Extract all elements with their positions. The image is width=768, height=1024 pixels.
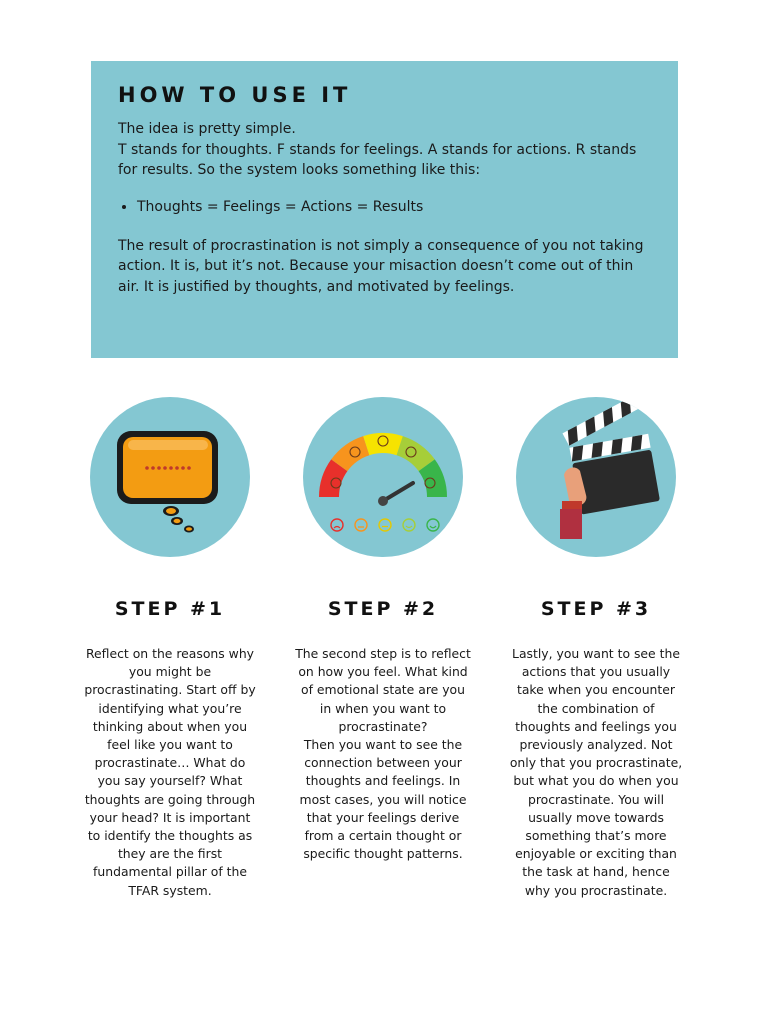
step-2-title: STEP #2: [327, 598, 439, 620]
step-1-title: STEP #1: [114, 598, 226, 620]
thought-bubble-icon: [90, 397, 250, 557]
step-3-title: STEP #3: [540, 598, 652, 620]
step-2-text: The second step is to reflect on how you feel. What kind of emotional state are you in when you want to procrastinate? Then you want to see the connection between your thoughts and feelings. In most cases, you will notice that your feelings derive from a certain thought or specific thought patterns.: [295, 646, 471, 862]
intro-title: HOW TO USE IT: [118, 83, 352, 107]
step-2-circle: [303, 397, 463, 557]
step-1-text: Reflect on the reasons why you might be procrastinating. Start off by identifying what you’re thinking about when you feel like you want to procrastinate… What do you say yourself? What thoughts are going through your head? It is important to identify the thoughts as they are the first fundamental pillar of the TFAR system.: [84, 646, 256, 898]
step-1-circle: [90, 397, 250, 557]
tfar-bullet: • Thoughts = Feelings = Actions = Results: [137, 197, 652, 217]
clapperboard-icon: [516, 397, 676, 557]
tfar-list: [118, 197, 652, 217]
intro-paragraph-2: The result of procrastination is not simply a consequence of you not taking action. It is, but it’s not. Because your misaction doesn’t come out of thin air. It is justified by thoughts, and motivated by feelings.: [118, 237, 644, 295]
step-3-circle: [516, 397, 676, 557]
intro-paragraph: The idea is pretty simple. T stands for thoughts. F stands for feelings. A stands for actions. R stands for results. So the system looks something like this:: [118, 121, 637, 178]
mood-gauge-icon: [303, 397, 463, 557]
step-3-text: Lastly, you want to see the actions that you usually take when you encounter the combination of thoughts and feelings you previously analyzed. Not only that you procrastinate, but what you do when you procrastinate. You will usually move towards something that’s more enjoyable or exciting than the task at hand, hence why you procrastinate.: [509, 646, 683, 898]
intro-box: [91, 61, 678, 358]
